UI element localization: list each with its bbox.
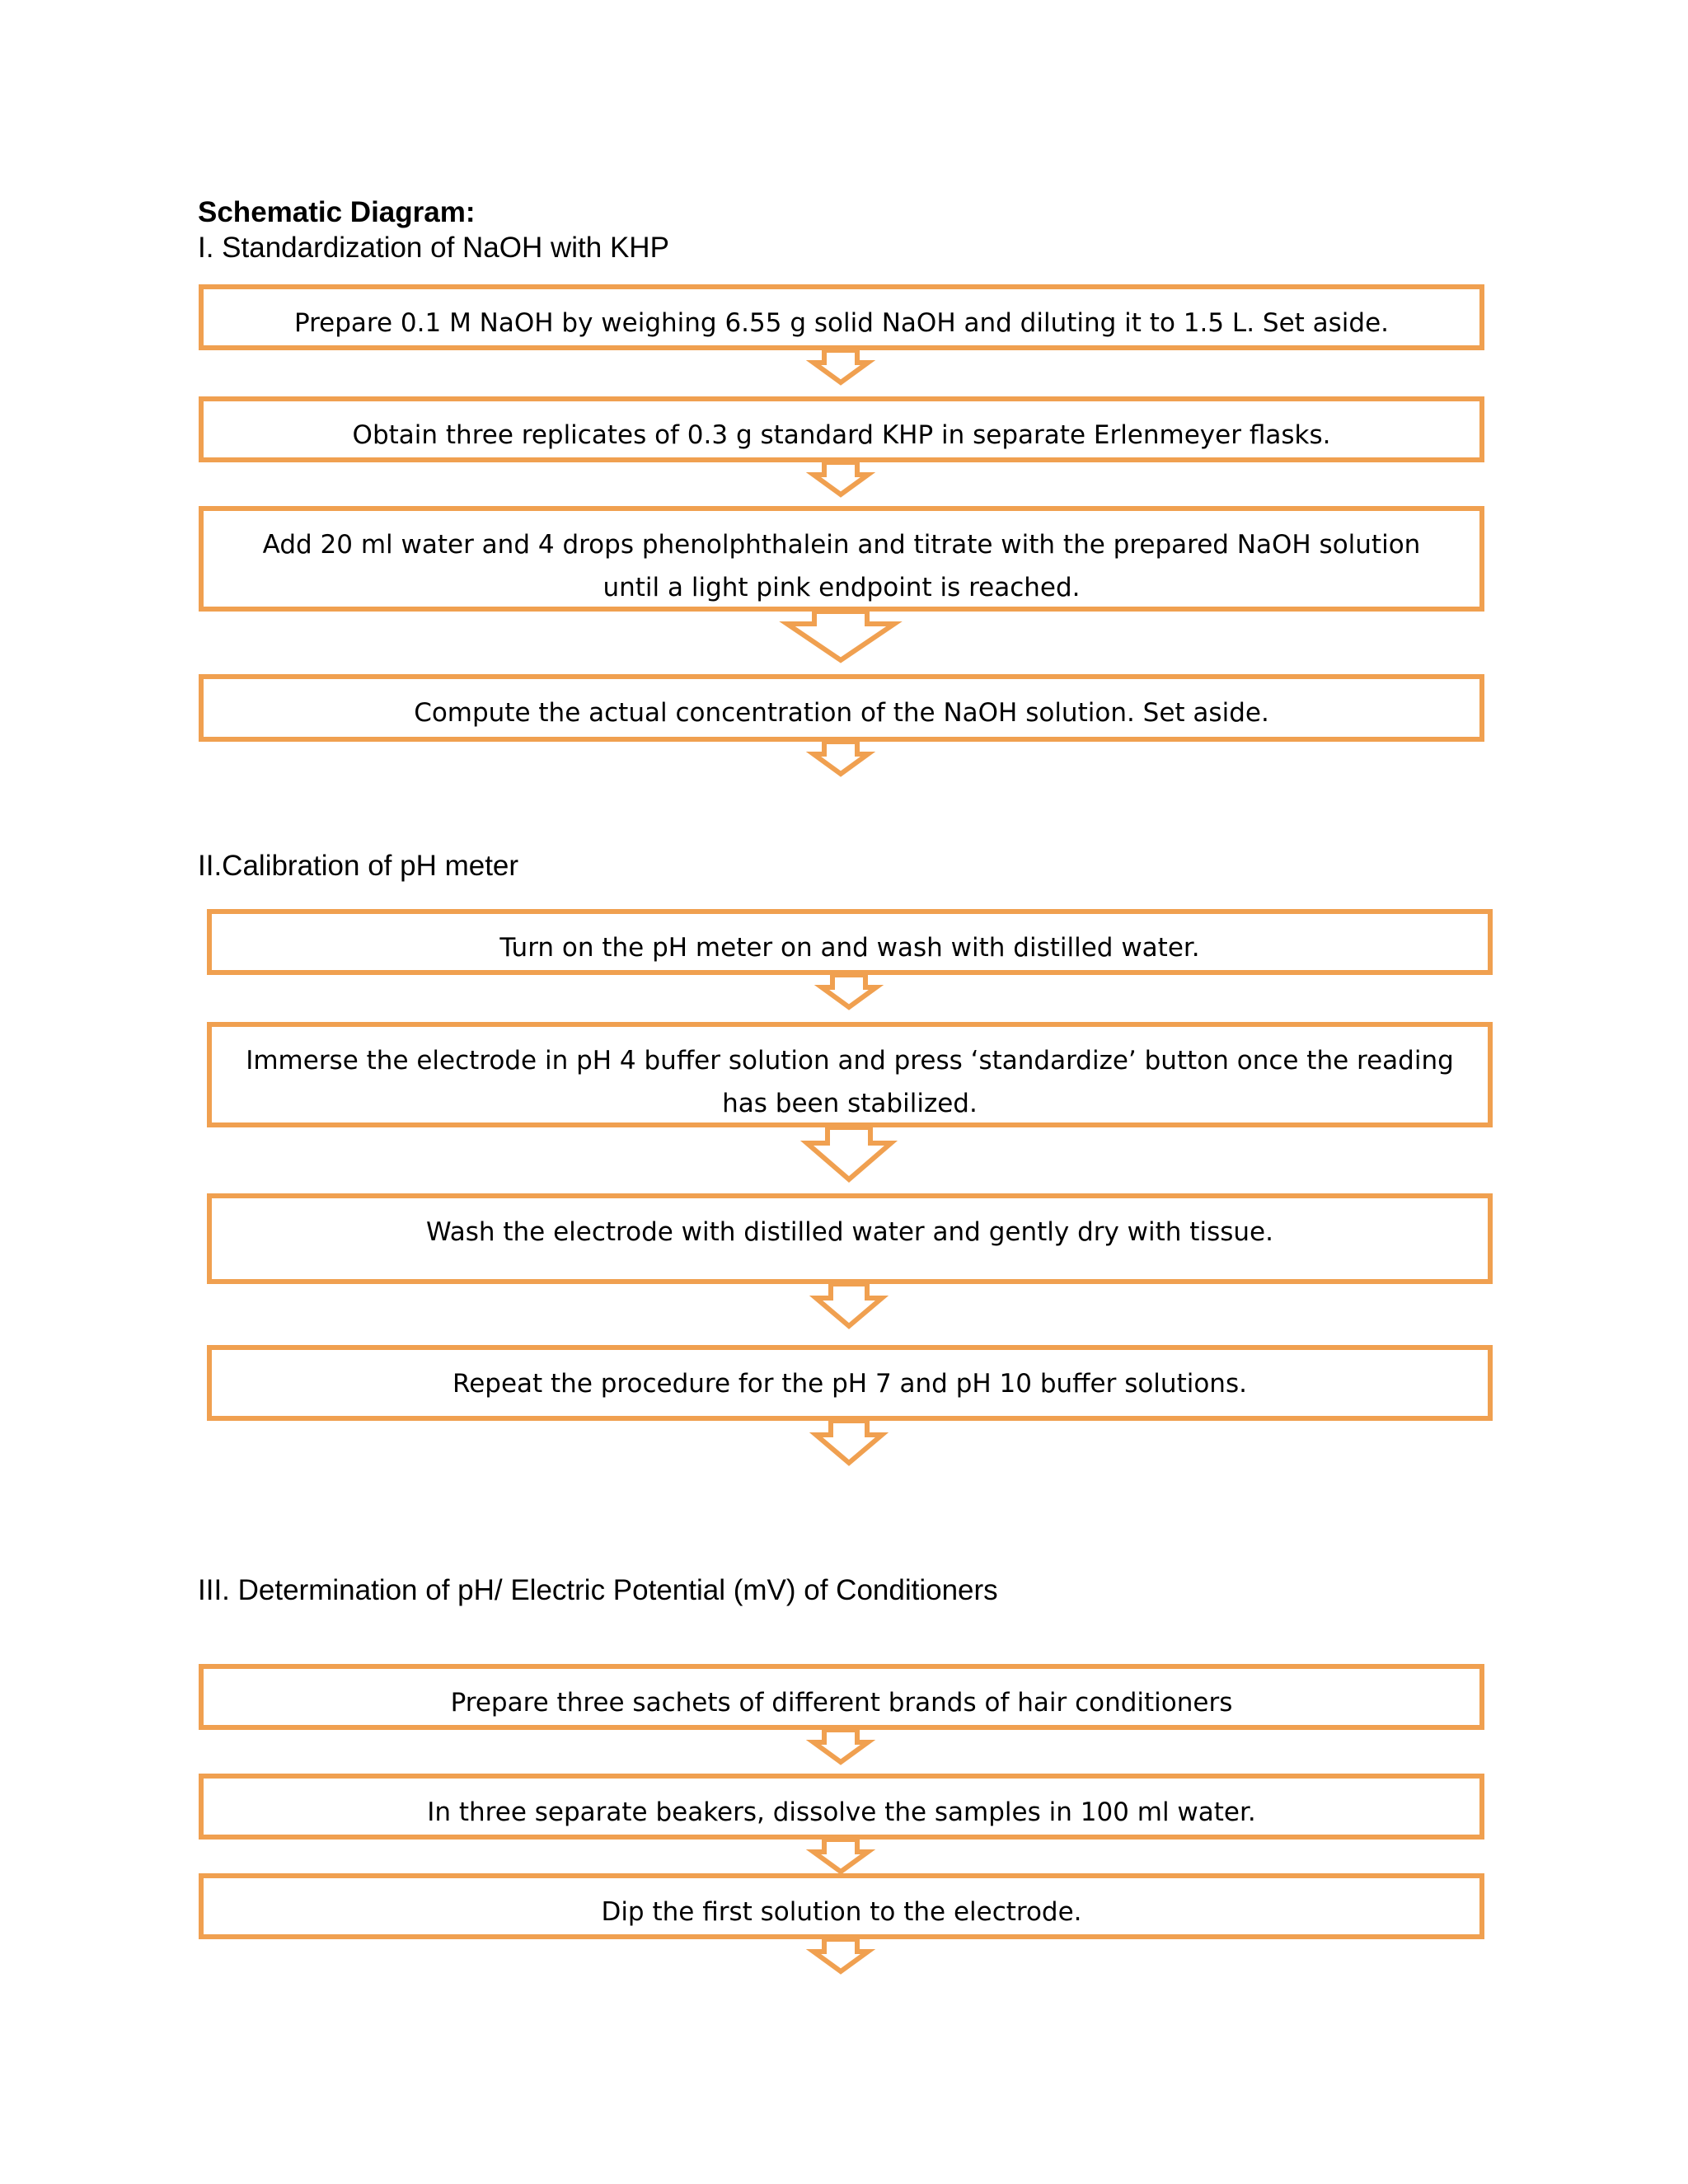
step-text: In three separate beakers, dissolve the samples in 100 ml water. bbox=[427, 1797, 1256, 1827]
step-text: Prepare 0.1 M NaOH by weighing 6.55 g solid NaOH and diluting it to 1.5 L. Set aside. bbox=[293, 308, 1390, 338]
step-text: Dip the first solution to the electrode. bbox=[601, 1897, 1082, 1927]
section-2-step-1 bbox=[207, 909, 1493, 975]
down-arrow-icon bbox=[808, 1837, 874, 1874]
step-text: Repeat the procedure for the pH 7 and pH 10 buffer solutions. bbox=[452, 1369, 1247, 1399]
down-arrow-icon bbox=[816, 972, 882, 1010]
down-arrow-icon bbox=[808, 348, 874, 385]
section-3-heading: III. Determination of pH/ Electric Potential (mV) of Conditioners bbox=[198, 1574, 998, 1606]
section-2-step-3 bbox=[207, 1193, 1493, 1284]
down-arrow-icon bbox=[783, 609, 898, 663]
step-text: Turn on the pH meter on and wash with distilled water. bbox=[499, 933, 1200, 963]
section-3-step-2 bbox=[199, 1774, 1484, 1840]
section-1-step-2 bbox=[199, 396, 1484, 462]
down-arrow-icon bbox=[808, 1727, 874, 1765]
step-text: Prepare three sachets of different brands of hair conditioners bbox=[450, 1688, 1233, 1718]
down-arrow-icon bbox=[808, 460, 874, 497]
section-3-step-3 bbox=[199, 1873, 1484, 1939]
section-1-step-1 bbox=[199, 284, 1484, 350]
down-arrow-icon bbox=[811, 1418, 887, 1466]
section-1-step-4 bbox=[199, 674, 1484, 742]
step-text: Wash the electrode with distilled water and gently dry with tissue. bbox=[426, 1217, 1273, 1247]
section-2-heading: II.Calibration of pH meter bbox=[198, 850, 519, 882]
section-2-step-4 bbox=[207, 1345, 1493, 1421]
section-3-step-1 bbox=[199, 1664, 1484, 1730]
down-arrow-icon bbox=[808, 739, 874, 776]
step-text: Immerse the electrode in pH 4 buffer solution and press ‘standardize’ button once the reading has been stabilized. bbox=[246, 1046, 1454, 1118]
down-arrow-icon bbox=[811, 1282, 887, 1329]
step-text: Compute the actual concentration of the NaOH solution. Set aside. bbox=[414, 698, 1269, 728]
section-1-heading: I. Standardization of NaOH with KHP bbox=[198, 232, 669, 264]
diagram-title: Schematic Diagram: bbox=[198, 196, 476, 228]
down-arrow-icon bbox=[803, 1125, 895, 1183]
down-arrow-icon bbox=[808, 1937, 874, 1974]
step-text: Obtain three replicates of 0.3 g standard KHP in separate Erlenmeyer flasks. bbox=[352, 420, 1331, 450]
step-text: Add 20 ml water and 4 drops phenolphthalein and titrate with the prepared NaOH solution until a light pink endpoint is reached. bbox=[262, 530, 1421, 602]
section-2-step-2 bbox=[207, 1022, 1493, 1127]
section-1-step-3 bbox=[199, 506, 1484, 612]
